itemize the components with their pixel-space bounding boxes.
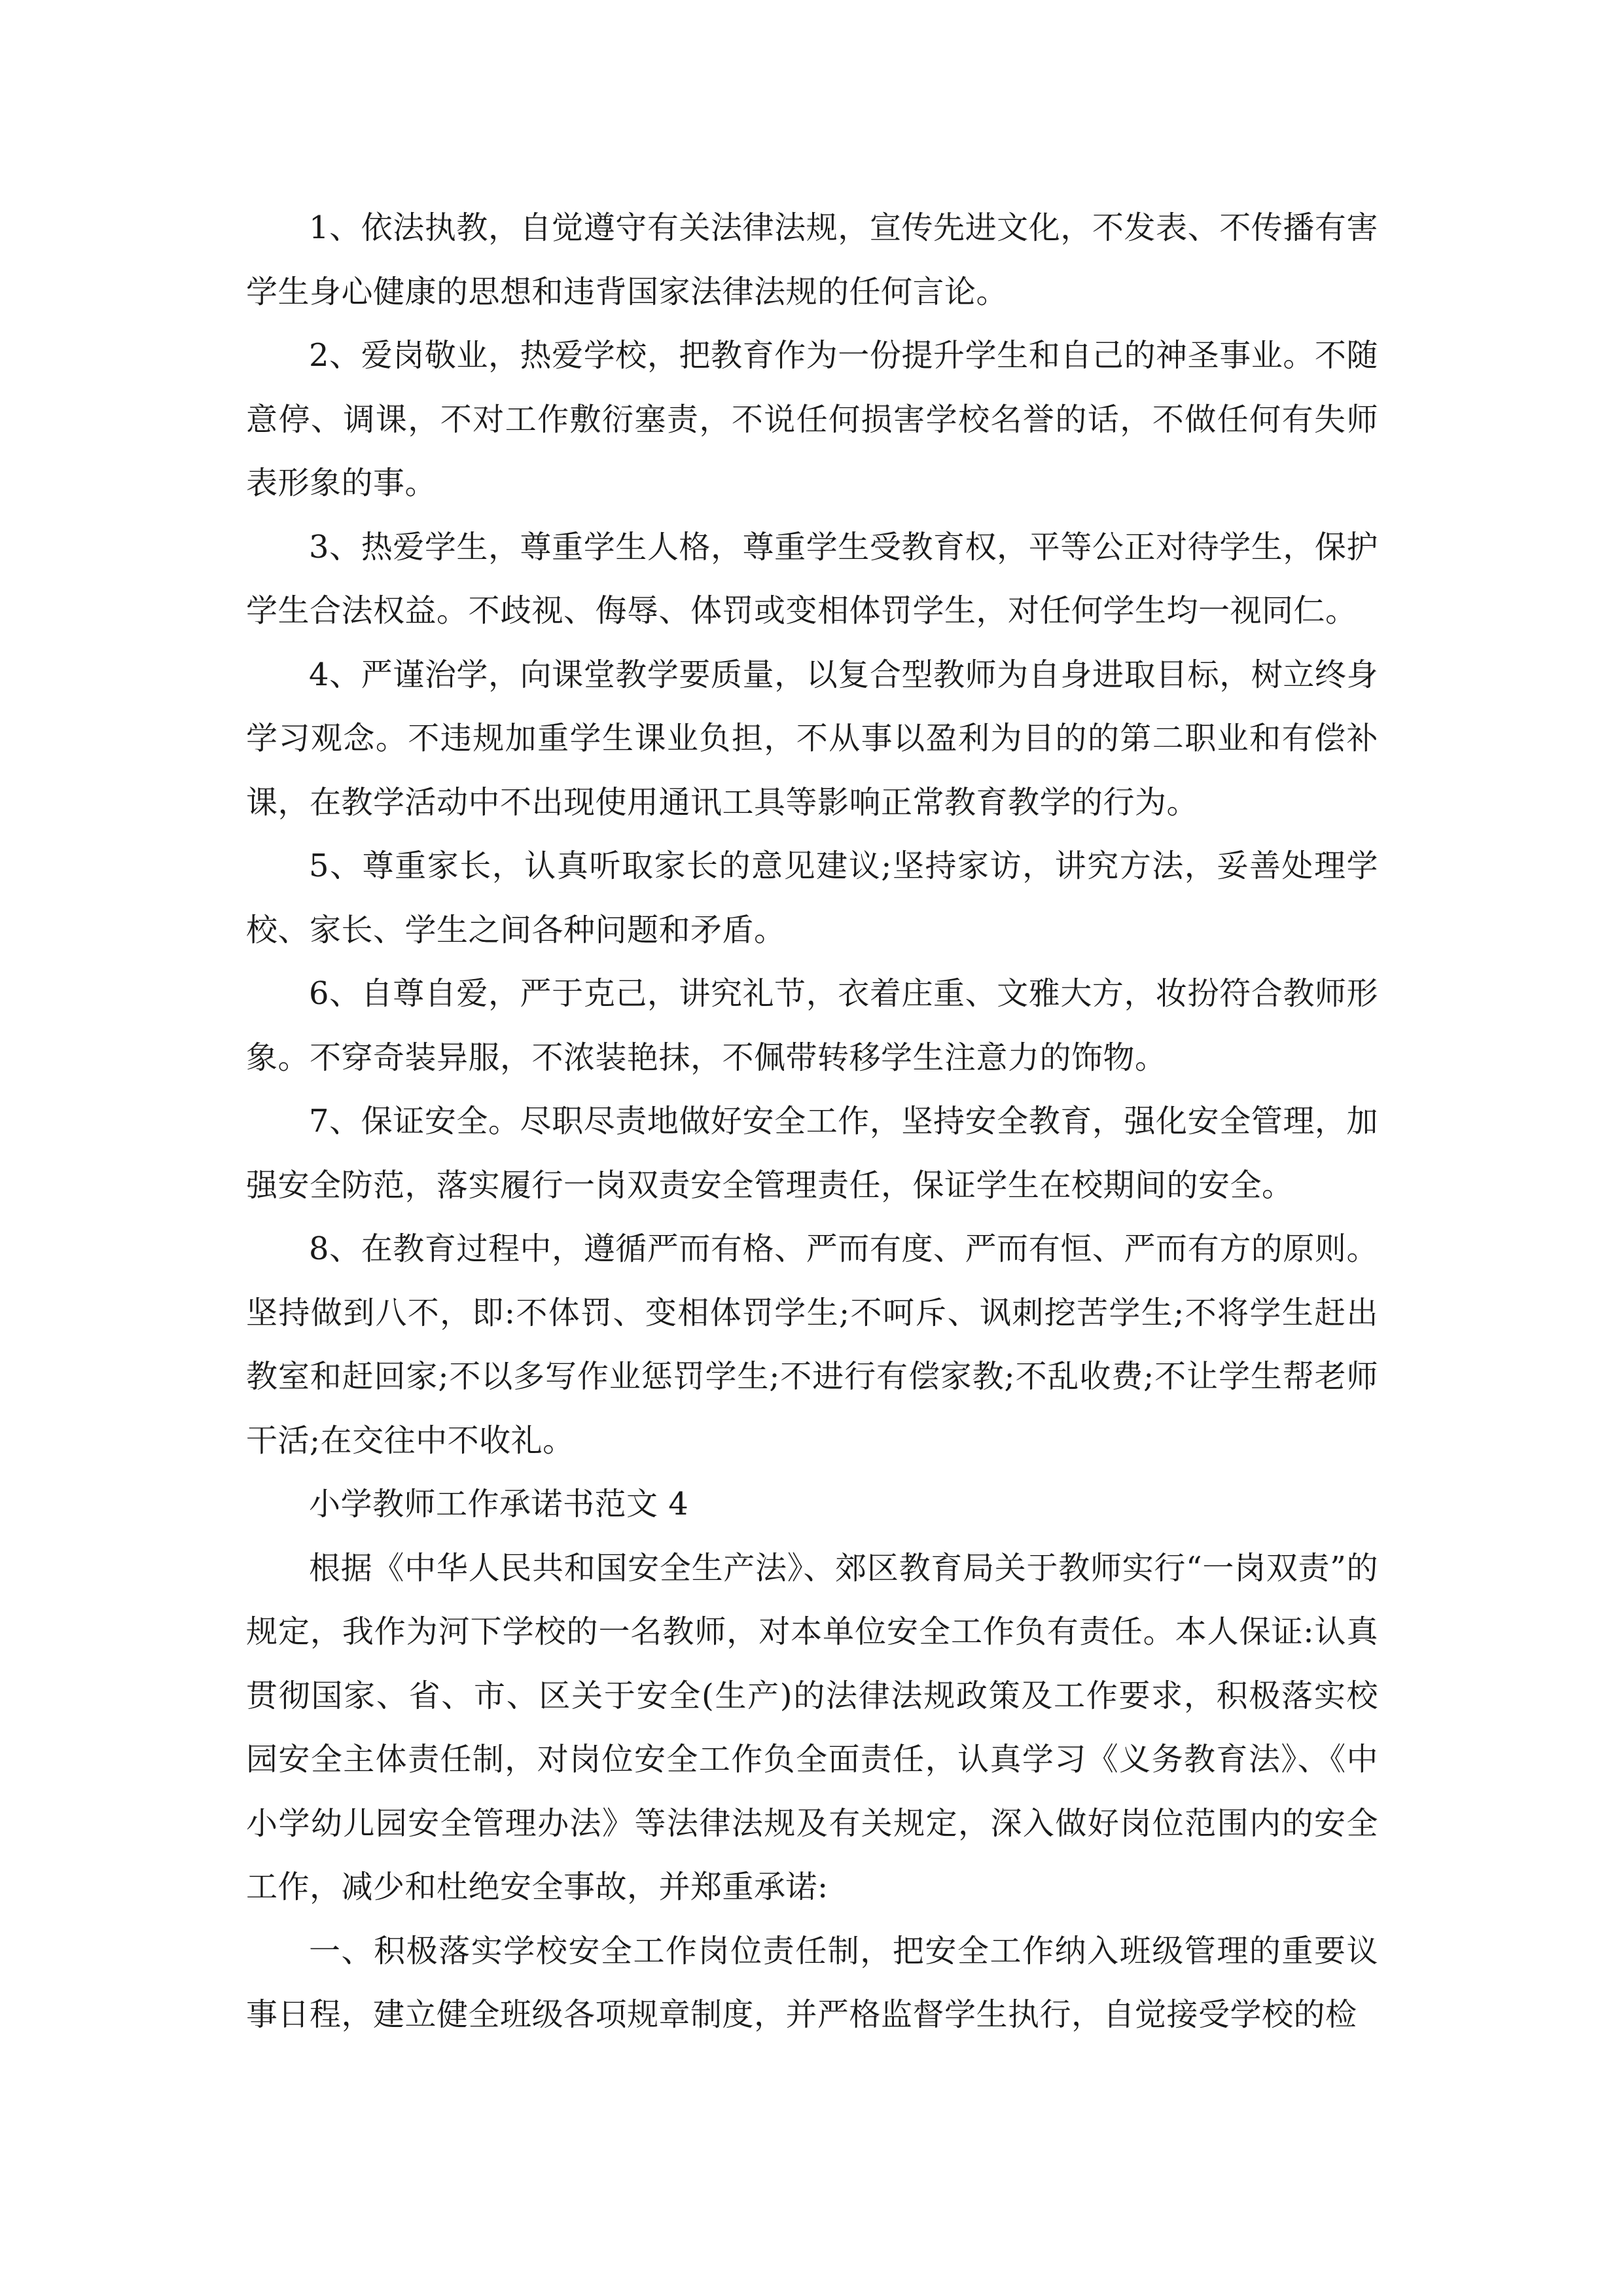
- paragraph-rule-3: 3、热爱学生，尊重学生人格，尊重学生受教育权，平等公正对待学生，保护学生合法权益。不歧视、侮辱、体罚或变相体罚学生，对任何学生均一视同仁。: [246, 528, 1378, 629]
- paragraph-rule-7: 7、保证安全。尽职尽责地做好安全工作，坚持安全教育，强化安全管理，加强安全防范，落实履行一岗双责安全管理责任，保证学生在校期间的安全。: [246, 1103, 1378, 1204]
- paragraph-rule-5: 5、尊重家长，认真听取家长的意见建议;坚持家访，讲究方法，妥善处理学校、家长、学生之间各种问题和矛盾。: [246, 848, 1378, 948]
- paragraph-rule-2: 2、爱岗敬业，热爱学校，把教育作为一份提升学生和自己的神圣事业。不随意停、调课，不对工作敷衍塞责，不说任何损害学校名誉的话，不做任何有失师表形象的事。: [246, 337, 1378, 501]
- paragraph-rule-1: 1、依法执教，自觉遵守有关法律法规，宣传先进文化，不发表、不传播有害学生身心健康的思想和违背国家法律法规的任何言论。: [246, 209, 1378, 310]
- section-title: 小学教师工作承诺书范文 4: [309, 1486, 689, 1522]
- paragraph-rule-4: 4、严谨治学，向课堂教学要质量，以复合型教师为自身进取目标，树立终身学习观念。不违规加重学生课业负担，不从事以盈利为目的的第二职业和有偿补课，在教学活动中不出现使用通讯工具等影响正常教育教学的行为。: [246, 656, 1378, 821]
- paragraph-rule-6: 6、自尊自爱，严于克己，讲究礼节，衣着庄重、文雅大方，妆扮符合教师形象。不穿奇装异服，不浓装艳抹，不佩带转移学生注意力的饰物。: [246, 975, 1378, 1076]
- paragraph-pledge-1: 一、积极落实学校安全工作岗位责任制，把安全工作纳入班级管理的重要议事日程，建立健全班级各项规章制度，并严格监督学生执行，自觉接受学校的检: [246, 1932, 1378, 2033]
- paragraph-pledge-intro: 根据《中华人民共和国安全生产法》、郊区教育局关于教师实行“一岗双责”的规定，我作为河下学校的一名教师，对本单位安全工作负有责任。本人保证:认真贯彻国家、省、市、区关于安全(生产)的法律法规政策及工作要求，积极落实校园安全主体责任制，对岗位安全工作负全面责任，认真学习《义务教育法》、《中小学幼儿园安全管理办法》等法律法规及有关规定，深入做好岗位范围内的安全工作，减少和杜绝安全事故，并郑重承诺:: [246, 1549, 1378, 1905]
- paragraph-rule-8: 8、在教育过程中，遵循严而有格、严而有度、严而有恒、严而有方的原则。坚持做到八不，即:不体罚、变相体罚学生;不呵斥、讽刺挖苦学生;不将学生赶出教室和赶回家;不以多写作业惩罚学生;不进行有偿家教;不乱收费;不让学生帮老师干活;在交往中不收礼。: [246, 1230, 1378, 1459]
- document-body: [246, 196, 1378, 2047]
